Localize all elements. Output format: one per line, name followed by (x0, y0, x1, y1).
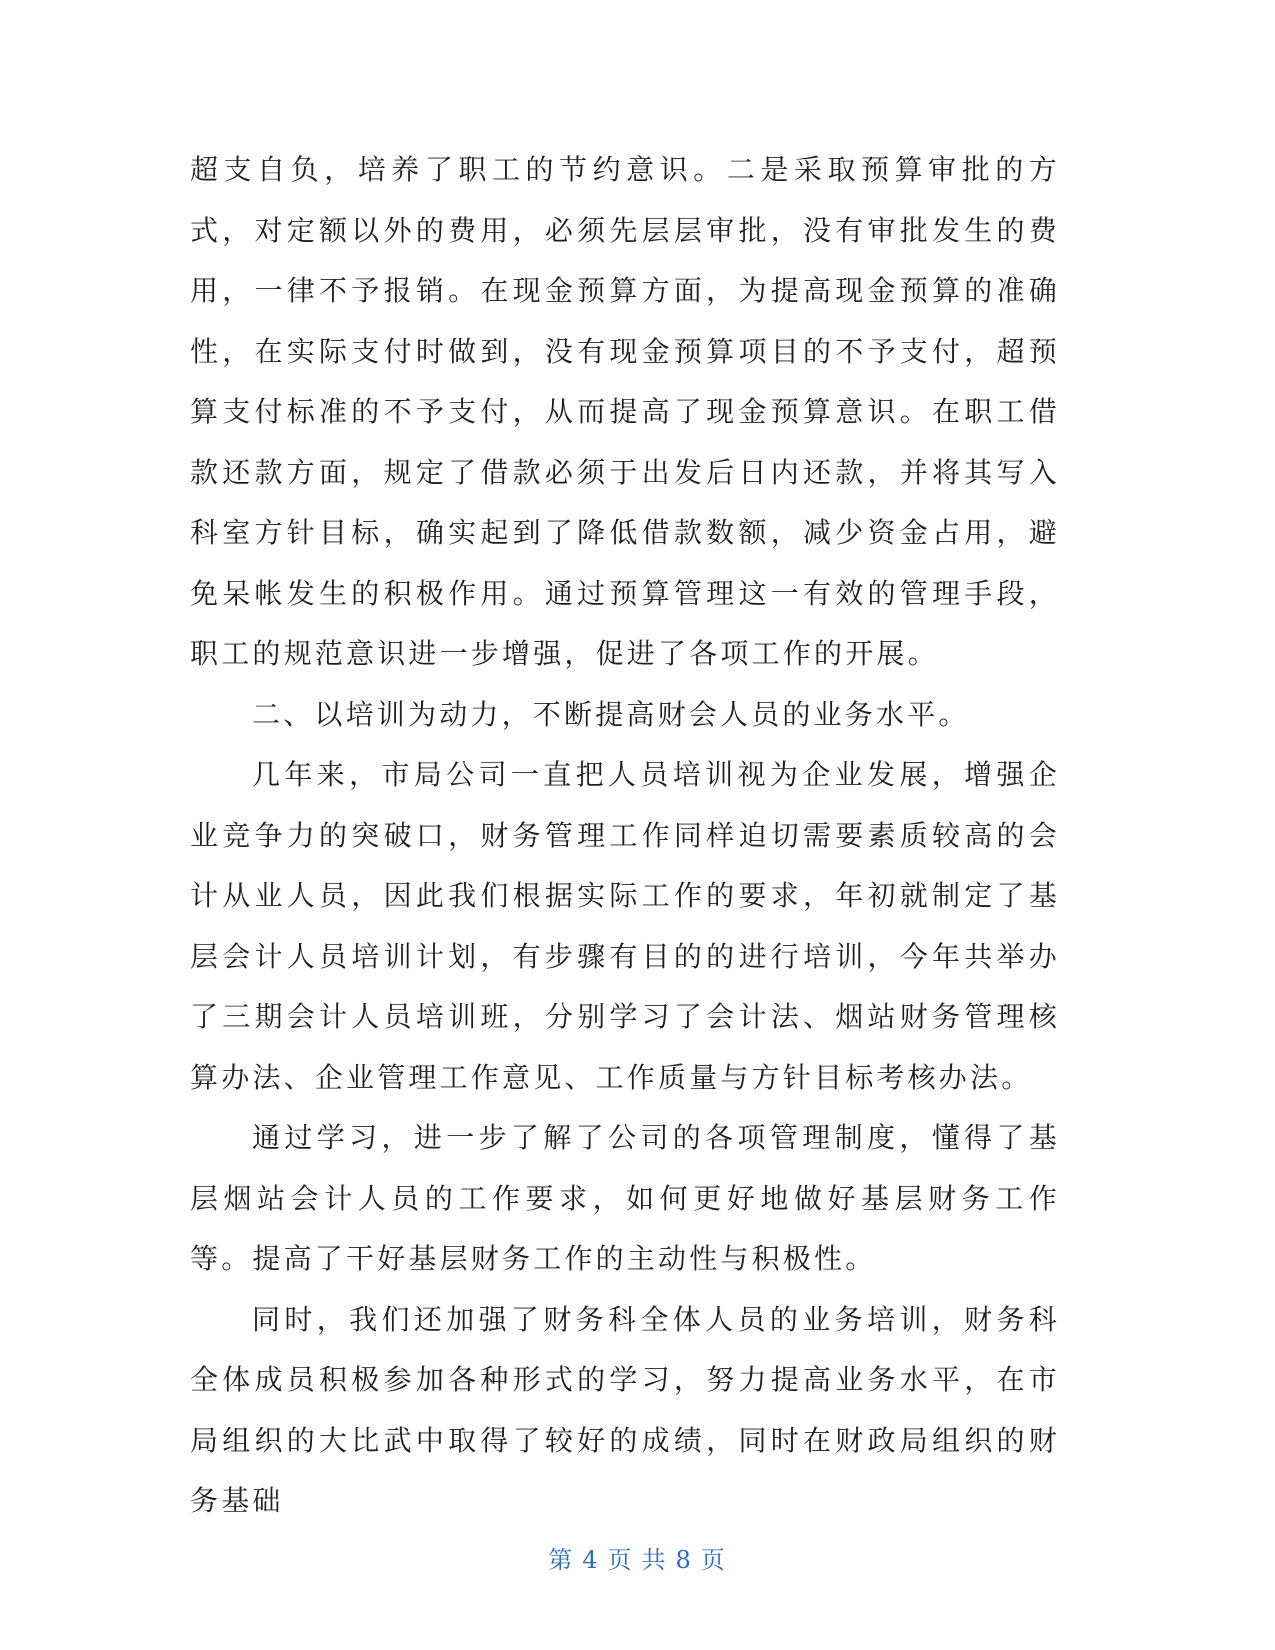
footer-current-page: 4 (582, 1546, 600, 1574)
footer-page-word: 页 (607, 1546, 634, 1574)
paragraph-staff-training: 同时，我们还加强了财务科全体人员的业务培训，财务科全体成员积极参加各种形式的学习，努力提高业务水平，在市局组织的大比武中取得了较好的成绩，同时在财政局组织的财务基础 (190, 1302, 1060, 1517)
footer-total-prefix: 共 (641, 1546, 668, 1574)
footer-prefix: 第 (548, 1546, 575, 1574)
document-body (190, 140, 1060, 1532)
footer-total-pages: 8 (675, 1546, 693, 1574)
paragraph-training-plan: 几年来，市局公司一直把人员培训视为企业发展，增强企业竞争力的突破口，财务管理工作同样迫切需要素质较高的会计从业人员，因此我们根据实际工作的要求，年初就制定了基层会计人员培训计划，有步骤有目的的进行培训，今年共举办了三期会计人员培训班，分别学习了会计法、烟站财务管理核算办法、企业管理工作意见、工作质量与方针目标考核办法。 (190, 758, 1060, 1094)
page-footer (0, 1540, 1275, 1575)
section-heading-training: 二、以培训为动力，不断提高财会人员的业务水平。 (252, 697, 970, 731)
paragraph-learning-outcome: 通过学习，进一步了解了公司的各项管理制度，懂得了基层烟站会计人员的工作要求，如何更好地做好基层财务工作等。提高了干好基层财务工作的主动性与积极性。 (190, 1121, 1060, 1275)
paragraph-budget-management: 超支自负，培养了职工的节约意识。二是采取预算审批的方式，对定额以外的费用，必须先层层审批，没有审批发生的费用，一律不予报销。在现金预算方面，为提高现金预算的准确性，在实际支付时做到，没有现金预算项目的不予支付，超预算支付标准的不予支付，从而提高了现金预算意识。在职工借款还款方面，规定了借款必须于出发后日内还款，并将其写入科室方针目标，确实起到了降低借款数额，减少资金占用，避免呆帐发生的积极作用。通过预算管理这一有效的管理手段，职工的规范意识进一步增强，促进了各项工作的开展。 (190, 153, 1060, 670)
footer-suffix: 页 (700, 1546, 727, 1574)
